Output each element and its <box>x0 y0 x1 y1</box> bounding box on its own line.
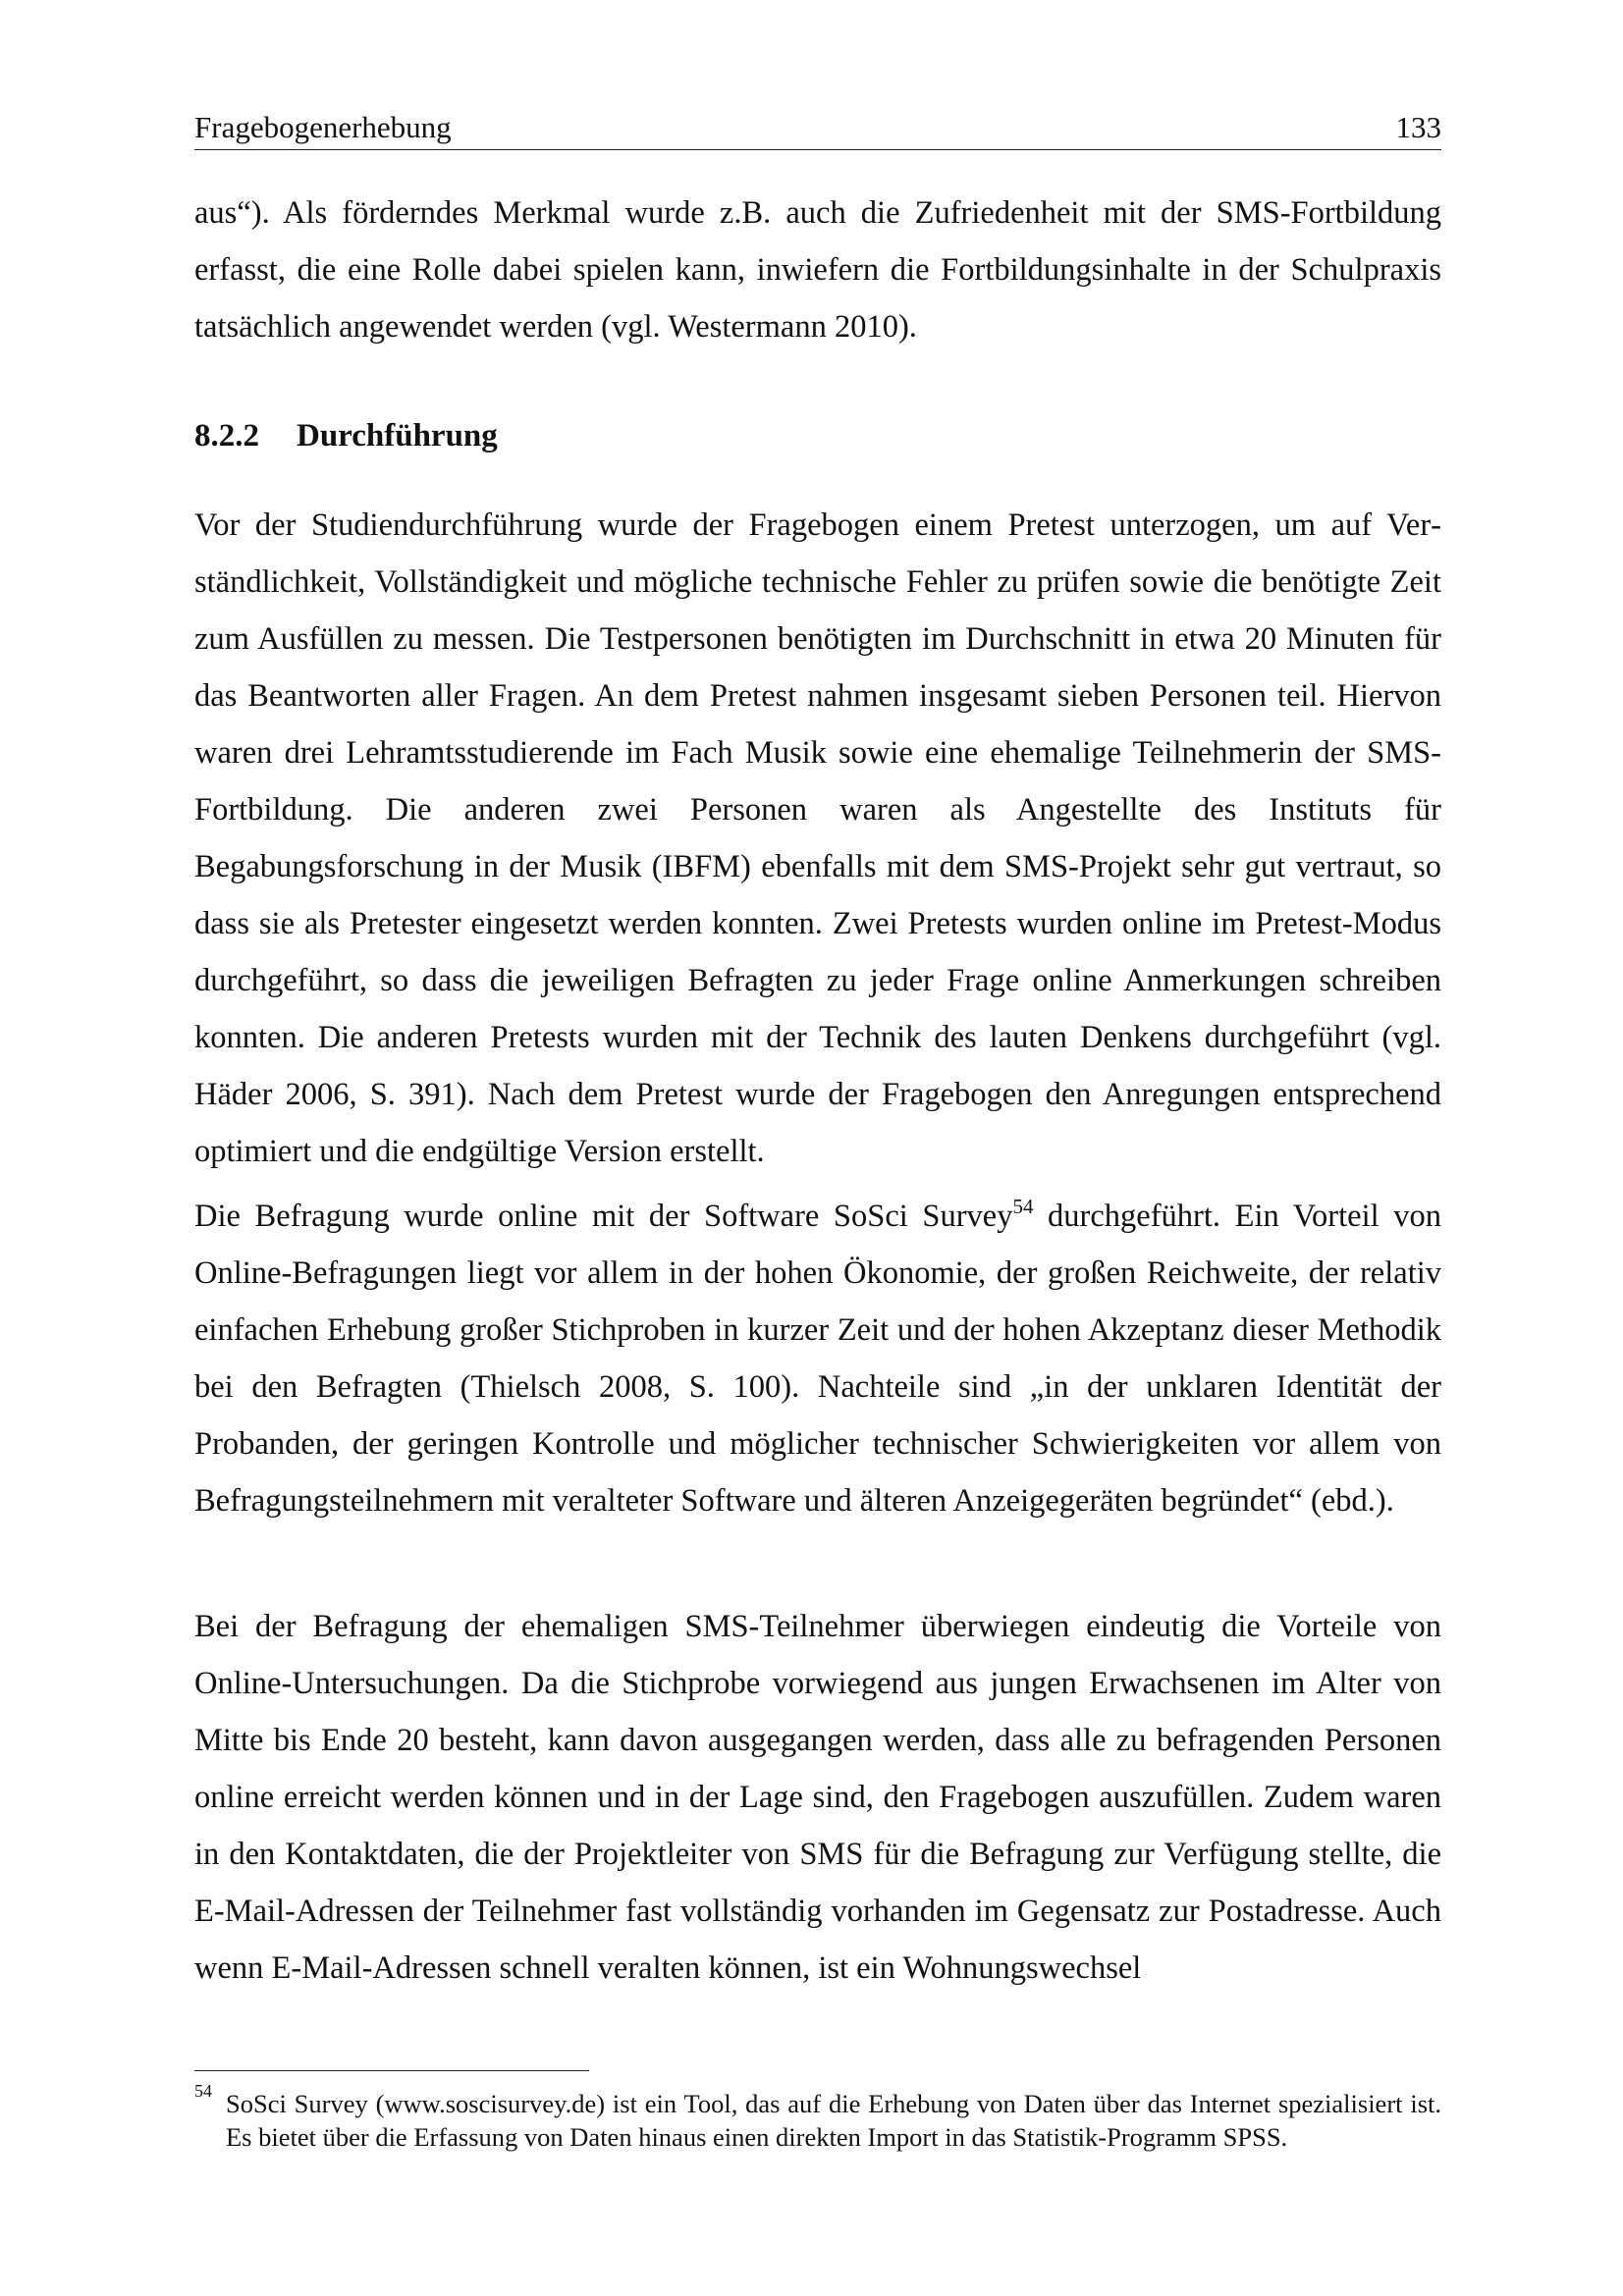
befragung-text-start: Die Befragung wurde online mit der Software SoSci Survey <box>194 1199 1013 1234</box>
section-number: 8.2.2 <box>194 418 259 454</box>
running-header <box>194 106 1441 150</box>
page-number: 133 <box>1395 110 1441 144</box>
section-title: Durchführung <box>297 418 498 454</box>
footnote-text: SoSci Survey (www.soscisurvey.de) ist ein Tool, das auf die Erhebung von Daten über das Internet spezialisiert ist. Es bietet über die Erfassung von Daten hinaus einen direkten Import in das Statistik-Programm SPSS. <box>226 2089 1441 2152</box>
header-title: Fragebogenerhebung <box>194 110 452 144</box>
footnote-mark: 54 <box>194 2081 212 2101</box>
paragraph-befragung <box>194 1188 1441 1529</box>
footnote <box>194 2081 1441 2154</box>
paragraph-intro: aus“). Als förderndes Merkmal wurde z.B. auch die Zufriedenheit mit der SMS-Fortbildung erfasst, die eine Rolle dabei spielen kann, inwiefern die Fortbildungsinhalte in der Schulpraxis tatsächlich angewendet werden (vgl. Westermann 2010). <box>194 195 1441 345</box>
footnote-divider <box>194 2070 589 2071</box>
footnote-reference: 54 <box>1012 1195 1034 1218</box>
paragraph-vorteile: Bei der Befragung der ehemaligen SMS-Teilnehmer überwiegen eindeutig die Vorteile von Online-Untersuchungen. Da die Stichprobe vorwiegend aus jungen Erwachsenen im Alter von Mitte bis Ende 20 besteht, kann davon ausgegangen werden, dass alle zu befragenden Personen online erreicht werden können und in der Lage sind, den Fragebogen auszufüllen. Zudem waren in den Kontaktdaten, die der Projektleiter von SMS für die Befragung zur Verfügung stellte, die E-Mail-Adressen der Teilnehmer fast vollständig vorhanden im Gegensatz zur Postadresse. Auch wenn E-Mail-Adressen schnell veralten können, ist ein Wohnungswechsel <box>194 1609 1441 1986</box>
section-heading <box>194 407 498 464</box>
paragraph-durchfuehrung: Vor der Studiendurchführung wurde der Fragebogen einem Pretest unterzogen, um auf Verständlichkeit, Vollständigkeit und mögliche technische Fehler zu prüfen sowie die benötigte Zeit zum Ausfüllen zu messen. Die Testpersonen benötigten im Durchschnitt in etwa 20 Minuten für das Beantworten aller Fragen. An dem Pretest nahmen insgesamt sieben Personen teil. Hiervon waren drei Lehramtsstudierende im Fach Musik sowie eine ehemalige Teilnehmerin der SMS-Fortbildung. Die anderen zwei Personen waren als Angestellte des Instituts für Begabungsforschung in der Musik (IBFM) ebenfalls mit dem SMS-Projekt sehr gut vertraut, so dass sie als Pretester eingesetzt werden konnten. Zwei Pretests wurden online im Pretest-Modus durchgeführt, so dass die jeweiligen Befragten zu jeder Frage online Anmerkungen schreiben konnten. Die anderen Pretests wurden mit der Technik des lauten Denkens durchgeführt (vgl. Häder 2006, S. 391). Nach dem Pretest wurde der Fragebogen den Anregungen entsprechend optimiert und die endgültige Version erstellt. <box>194 507 1441 1169</box>
befragung-text-rest: durchgeführt. Ein Vorteil von Online-Befragungen liegt vor allem in der hohen Ökonomie, der großen Reichweite, der relativ einfachen Erhebung großer Stichproben in kurzer Zeit und der hohen Akzeptanz dieser Methodik bei den Befragten (Thielsch 2008, S. 100). Nachteile sind „in der unklaren Identität der Probanden, der geringen Kontrolle und möglicher technischer Schwierigkeiten vor allem von Befragungsteilnehmern mit veralteter Software und älteren Anzeigegeräten begründet“ (ebd.). <box>194 1199 1441 1519</box>
